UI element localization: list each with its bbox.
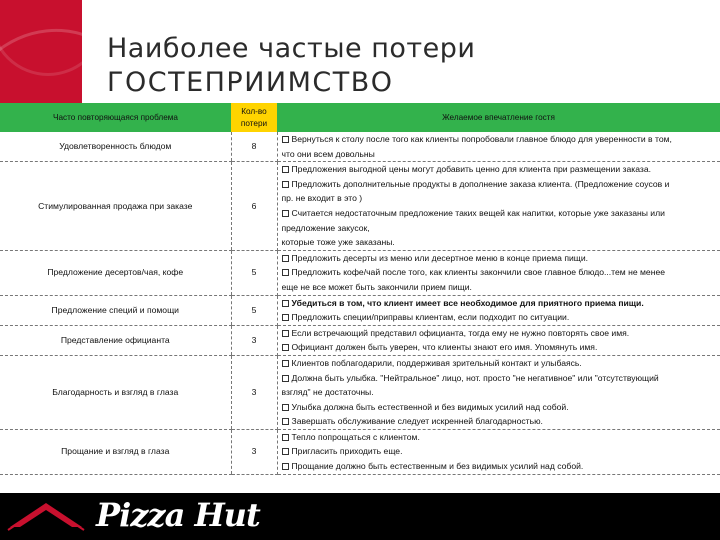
table-row	[0, 162, 720, 251]
slide-title-line1: Наиболее частые потери	[107, 33, 476, 64]
loss-count-cell: 3	[231, 325, 277, 355]
expectation-line	[282, 280, 718, 295]
slide-title-line2: ГОСТЕПРИИМСТВО	[107, 67, 394, 98]
expectation-line	[282, 235, 718, 250]
table-row	[0, 132, 720, 162]
table-row	[0, 295, 720, 325]
expectation-text: которые тоже уже заказаны.	[281, 237, 395, 248]
expectation-text: Должна быть улыбка. "Нейтральное" лицо, нот. просто "не негативное" или "отсутствующий	[291, 372, 659, 383]
checkbox-bullet-icon	[282, 300, 289, 307]
checkbox-bullet-icon	[282, 434, 289, 441]
checkbox-bullet-icon	[282, 210, 289, 217]
expected-impression-cell	[277, 325, 720, 355]
expectation-line	[282, 340, 718, 355]
expectation-text: что они всем довольны	[281, 148, 375, 159]
expectation-text: Вернуться к столу после того как клиенты попробовали главное блюдо для уверенности в том,	[291, 134, 672, 144]
checkbox-bullet-icon	[282, 255, 289, 262]
expectation-text: Если встречающий представил официанта, тогда ему не нужно повторять свое имя.	[291, 327, 630, 338]
pizza-hut-logo: Pizza Hut	[96, 496, 260, 534]
checkbox-bullet-icon	[282, 404, 289, 411]
problem-cell: Представление официанта	[0, 325, 231, 355]
problem-cell: Благодарность и взгляд в глаза	[0, 355, 231, 429]
header-expected: Желаемое впечатление гостя	[277, 103, 720, 132]
expected-impression-cell	[277, 162, 720, 251]
expected-impression-cell	[277, 355, 720, 429]
checkbox-bullet-icon	[282, 375, 289, 382]
expectation-line	[282, 430, 718, 445]
losses-table-container	[0, 103, 720, 493]
expectation-text: Пригласить приходить еще.	[291, 446, 403, 457]
expectation-line	[282, 444, 718, 459]
expectation-line	[282, 221, 718, 236]
expectation-text: Предложить кофе/чай после того, как клиенты закончили свое главное блюдо...тем не менее	[291, 267, 666, 278]
table-header-row	[0, 103, 720, 132]
expectation-line	[282, 251, 718, 266]
expectation-text: Предложить дополнительные продукты в дополнение заказа клиента. (Предложение соусов и	[291, 178, 670, 189]
problem-cell: Стимулированная продажа при заказе	[0, 162, 231, 251]
checkbox-bullet-icon	[282, 166, 289, 173]
expectation-text: Убедиться в том, что клиент имеет все необходимое для приятного приема пищи.	[291, 297, 644, 308]
expectation-text: еще не все может быть закончили прием пищи.	[281, 281, 472, 292]
expectation-text: Предложить специи/приправы клиентам, если подходит по ситуации.	[291, 312, 570, 323]
checkbox-bullet-icon	[282, 360, 289, 367]
problem-cell: Предложение специй и помощи	[0, 295, 231, 325]
checkbox-bullet-icon	[282, 448, 289, 455]
checkbox-bullet-icon	[282, 136, 289, 143]
header-problem: Часто повторяющаяся проблема	[0, 103, 231, 132]
expectation-text: Предложения выгодной цены могут добавить ценно для клиента при размещении заказа.	[291, 164, 651, 175]
loss-count-cell: 5	[231, 295, 277, 325]
header-count: Кол-во потери	[231, 103, 277, 132]
table-row	[0, 250, 720, 295]
expectation-line	[282, 162, 718, 177]
expectation-text: Завершать обслуживание следует искренней благодарностью.	[291, 416, 543, 427]
expectation-text: Тепло попрощаться с клиентом.	[291, 431, 420, 442]
table-row	[0, 355, 720, 429]
expectation-line	[282, 326, 718, 341]
checkbox-bullet-icon	[282, 314, 289, 321]
expectation-text: Прощание должно быть естественным и без видимых усилий над собой.	[291, 461, 584, 472]
loss-count-cell: 8	[231, 132, 277, 162]
expected-impression-cell	[277, 295, 720, 325]
pizza-hut-roof-icon	[6, 499, 86, 533]
checkbox-bullet-icon	[282, 269, 289, 276]
expectation-line	[282, 371, 718, 386]
corner-decoration	[0, 0, 82, 110]
loss-count-cell: 5	[231, 250, 277, 295]
expectation-line	[282, 400, 718, 415]
footer-bar	[0, 493, 720, 540]
expected-impression-cell	[277, 132, 720, 162]
problem-cell: Прощание и взгляд в глаза	[0, 429, 231, 474]
table-body	[0, 132, 720, 474]
expectation-text: взгляд" не достаточны.	[281, 387, 374, 398]
checkbox-bullet-icon	[282, 463, 289, 470]
expectation-line	[282, 385, 718, 400]
problem-cell: Предложение десертов/чая, кофе	[0, 250, 231, 295]
expectation-line	[282, 265, 718, 280]
expected-impression-cell	[277, 429, 720, 474]
loss-count-cell: 3	[231, 355, 277, 429]
losses-table	[0, 103, 720, 475]
expectation-line	[282, 177, 718, 192]
expectation-text: Считается недостаточным предложение таких вещей как напитки, которые уже заказаны или	[291, 207, 665, 218]
expectation-line	[282, 206, 718, 221]
checkbox-bullet-icon	[282, 418, 289, 425]
expectation-text: пр. не входит в это )	[281, 193, 363, 204]
expectation-text: Официант должен быть уверен, что клиенты знают его имя. Упомянуть имя.	[291, 342, 598, 353]
expectation-line	[282, 414, 718, 429]
slide-title	[107, 32, 475, 100]
expectation-line	[282, 459, 718, 474]
expectation-line	[282, 310, 718, 325]
loss-count-cell: 3	[231, 429, 277, 474]
checkbox-bullet-icon	[282, 181, 289, 188]
problem-cell: Удовлетворенность блюдом	[0, 132, 231, 162]
checkbox-bullet-icon	[282, 330, 289, 337]
table-row	[0, 325, 720, 355]
checkbox-bullet-icon	[282, 344, 289, 351]
expectation-line	[282, 132, 718, 147]
expectation-text: предложение закусок,	[281, 222, 370, 233]
expected-impression-cell	[277, 250, 720, 295]
expectation-line	[282, 147, 718, 162]
expectation-line	[282, 191, 718, 206]
expectation-line	[282, 296, 718, 311]
expectation-text: Улыбка должна быть естественной и без видимых усилий над собой.	[291, 401, 569, 412]
loss-count-cell: 6	[231, 162, 277, 251]
expectation-text: Предложить десерты из меню или десертное меню в конце приема пищи.	[291, 252, 589, 263]
expectation-line	[282, 356, 718, 371]
table-row	[0, 429, 720, 474]
expectation-text: Клиентов поблагодарили, поддерживая зрительный контакт и улыбаясь.	[291, 357, 582, 368]
